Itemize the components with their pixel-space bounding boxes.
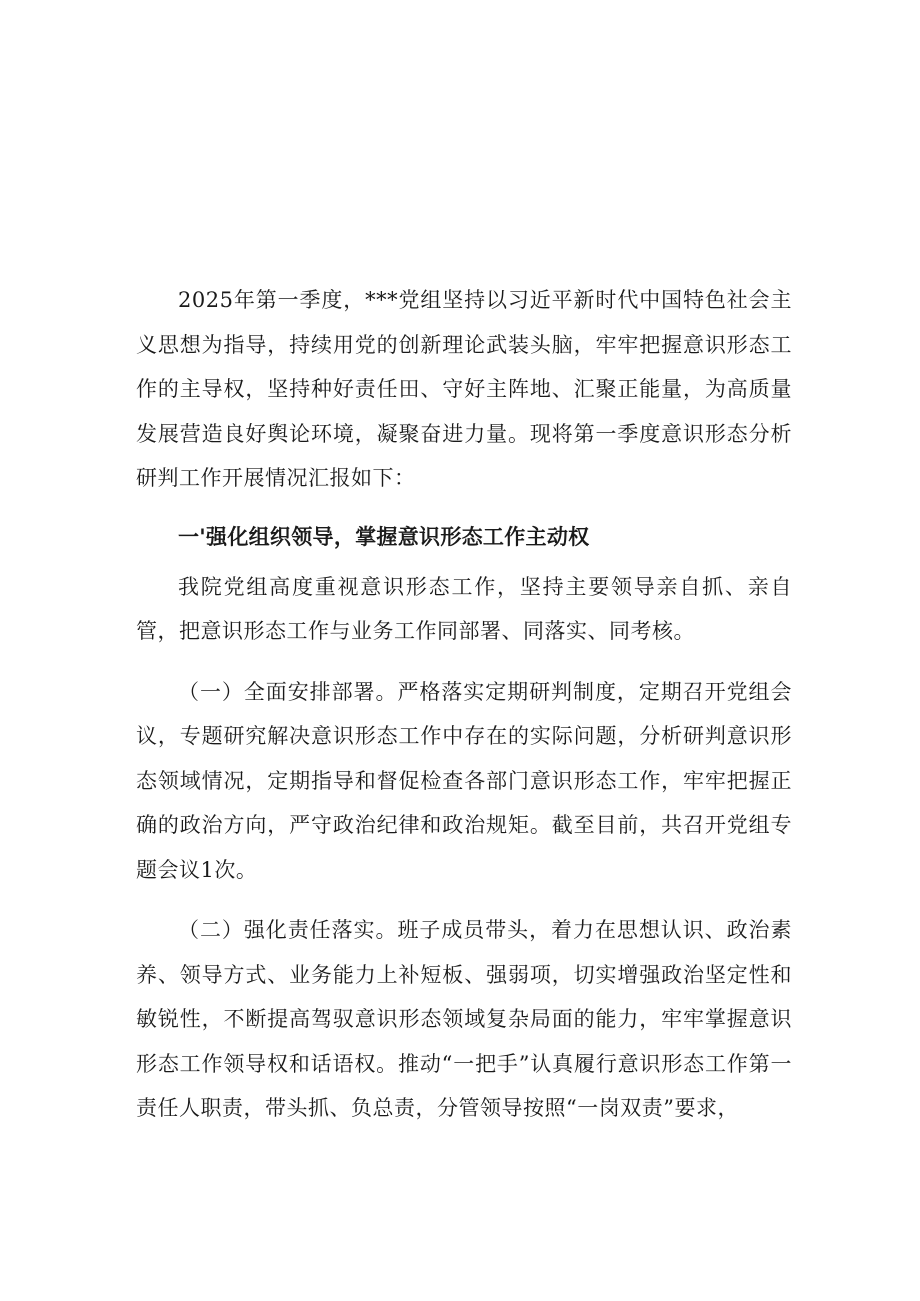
document-body: [136, 278, 792, 1131]
spacer: [136, 654, 792, 670]
section-1-heading: 一'强化组织领导，掌握意识形态工作主动权: [178, 524, 590, 549]
intro-paragraph: 2025年第一季度，***党组坚持以习近平新时代中国特色社会主义思想为指导，持续用党的创新理论武装头脑，牢牢把握意识形态工作的主导权，坚持种好责任田、守好主阵地、汇聚正能量，为高质量发展营造良好舆论环境，凝聚奋进力量。现将第一季度意识形态分析研判工作开展情况汇报如下：: [136, 288, 792, 490]
item-1-paragraph: （一）全面安排部署。严格落实定期研判制度，定期召开党组会议，专题研究解决意识形态工作中存在的实际问题，分析研判意识形态领域情况，定期指导和督促检查各部门意识形态工作，牢牢把握正确的政治方向，严守政治纪律和政治规矩。截至目前，共召开党组专题会议1次。: [136, 679, 792, 882]
spacer: [136, 892, 792, 908]
section-1-intro-paragraph: 我院党组高度重视意识形态工作，坚持主要领导亲自抓、亲自管，把意识形态工作与业务工作同部署、同落实、同考核。: [136, 574, 792, 643]
item-2-paragraph: （二）强化责任落实。班子成员带头，着力在思想认识、政治素养、领导方式、业务能力上补短板、强弱项，切实增强政治坚定性和敏锐性，不断提高驾驭意识形态领域复杂局面的能力，牢牢掌握意识形态工作领导权和话语权。推动“一把手”认真履行意识形态工作第一责任人职责，带头抓、负总责，分管领导按照“一岗双责”要求，: [136, 918, 792, 1120]
